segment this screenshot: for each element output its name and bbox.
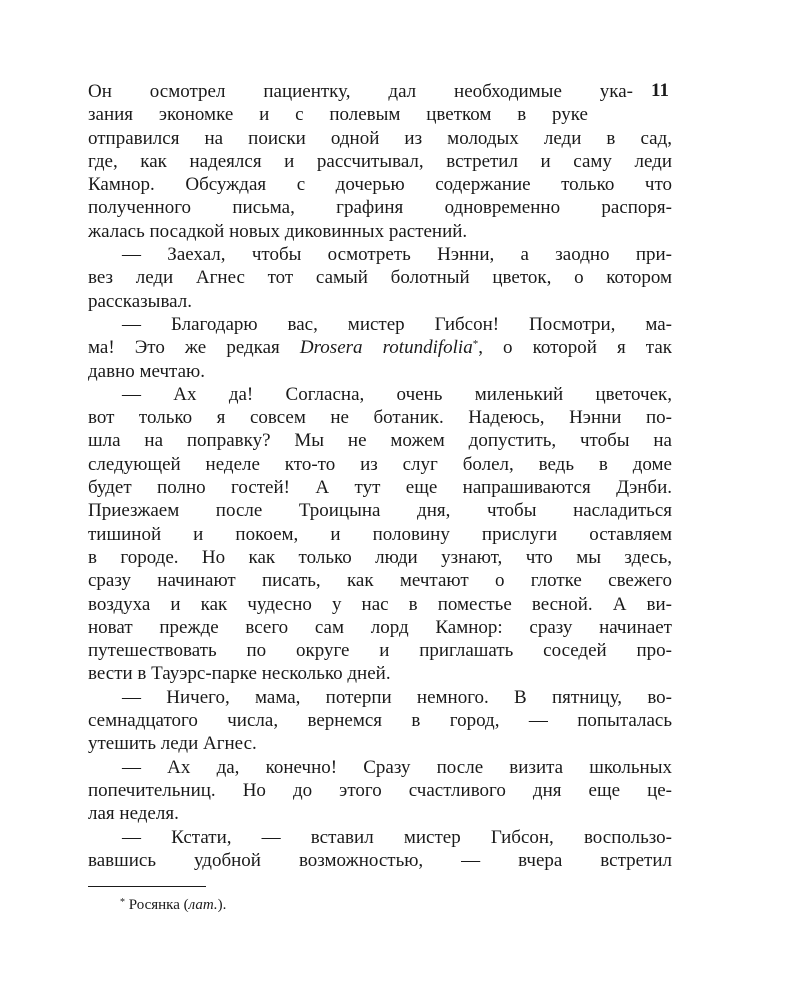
text-line: — Благодарю вас, мистер Гибсон! Посмотри, ма- bbox=[122, 313, 672, 335]
footnote-reference: * bbox=[472, 338, 479, 351]
footnote-marker: * bbox=[120, 897, 125, 908]
text-line: вести в Тауэрс-парке несколько дней. bbox=[88, 663, 391, 685]
footnote-text: Росянка ( bbox=[125, 897, 189, 913]
text-line: Приезжаем после Троицына дня, чтобы насладиться bbox=[88, 500, 672, 522]
text-line: вез леди Агнес тот самый болотный цветок, о котором bbox=[88, 267, 672, 289]
text-line: рассказывал. bbox=[88, 290, 192, 312]
text-line: — Ах да! Согласна, очень миленький цветочек, bbox=[122, 383, 672, 405]
text-line: вавшись удобной возможностью, — вчера встретил bbox=[88, 849, 672, 871]
text-line: вот только я совсем не ботаник. Надеюсь, Нэнни по- bbox=[88, 407, 672, 429]
text-line: — Заехал, чтобы осмотреть Нэнни, а заодно при- bbox=[122, 244, 672, 266]
text-line: путешествовать по округе и приглашать соседей про- bbox=[88, 640, 672, 662]
text-line: будет полно гостей! А тут еще напрашиваются Дэнби. bbox=[88, 477, 672, 499]
text-line-with-term bbox=[88, 336, 672, 359]
text-line: семнадцатого числа, вернемся в город, — попыталась bbox=[88, 710, 672, 732]
text-line: давно мечтаю. bbox=[88, 360, 205, 382]
footnote-language: лат. bbox=[188, 897, 218, 913]
text-line: отправился на поиски одной из молодых леди в сад, bbox=[88, 127, 672, 149]
text-line: зания экономке и с полевым цветком в руке bbox=[88, 104, 588, 126]
text-line: — Кстати, — вставил мистер Гибсон, воспользо- bbox=[122, 826, 672, 848]
text-line: тишиной и покоем, и половину прислуги оставляем bbox=[88, 523, 672, 545]
text-line: жалась посадкой новых диковинных растений. bbox=[88, 220, 468, 242]
text-line: где, как надеялся и рассчитывал, встретил и саму леди bbox=[88, 150, 672, 172]
text-line: лая неделя. bbox=[88, 803, 179, 825]
text-line: новат прежде всего сам лорд Камнор: сразу начинает bbox=[88, 616, 672, 638]
footnote-divider bbox=[88, 886, 206, 887]
text-segment: ма! Это же редкая bbox=[88, 337, 300, 359]
text-line: в городе. Но как только люди узнают, что мы здесь, bbox=[88, 546, 672, 568]
latin-term: Drosera rotundifolia bbox=[299, 337, 473, 359]
text-line: полученного письма, графиня одновременно распоря- bbox=[88, 197, 672, 219]
text-line: сразу начинают писать, как мечтают о глотке свежего bbox=[88, 570, 672, 592]
text-line: — Ах да, конечно! Сразу после визита школьных bbox=[122, 756, 672, 778]
body-text bbox=[88, 80, 672, 872]
text-line: следующей неделе кто-то из слуг болел, ведь в доме bbox=[88, 453, 672, 475]
text-line: Камнор. Обсуждая с дочерью содержание только что bbox=[88, 174, 672, 196]
text-line: утешить леди Агнес. bbox=[88, 733, 257, 755]
text-segment: , о которой я так bbox=[478, 337, 672, 359]
text-line: воздуха и как чудесно у нас в поместье весной. А ви- bbox=[88, 593, 672, 615]
text-line: Он осмотрел пациентку, дал необходимые ука- bbox=[88, 81, 633, 102]
footnote-close: ). bbox=[217, 897, 227, 913]
text-line: шла на поправку? Мы не можем допустить, чтобы на bbox=[88, 430, 672, 452]
page-number: 11 bbox=[651, 80, 669, 101]
text-line: попечительниц. Но до этого счастливого дня еще це- bbox=[88, 779, 672, 801]
footnote bbox=[120, 895, 226, 915]
text-line: — Ничего, мама, потерпи немного. В пятницу, во- bbox=[122, 686, 672, 708]
